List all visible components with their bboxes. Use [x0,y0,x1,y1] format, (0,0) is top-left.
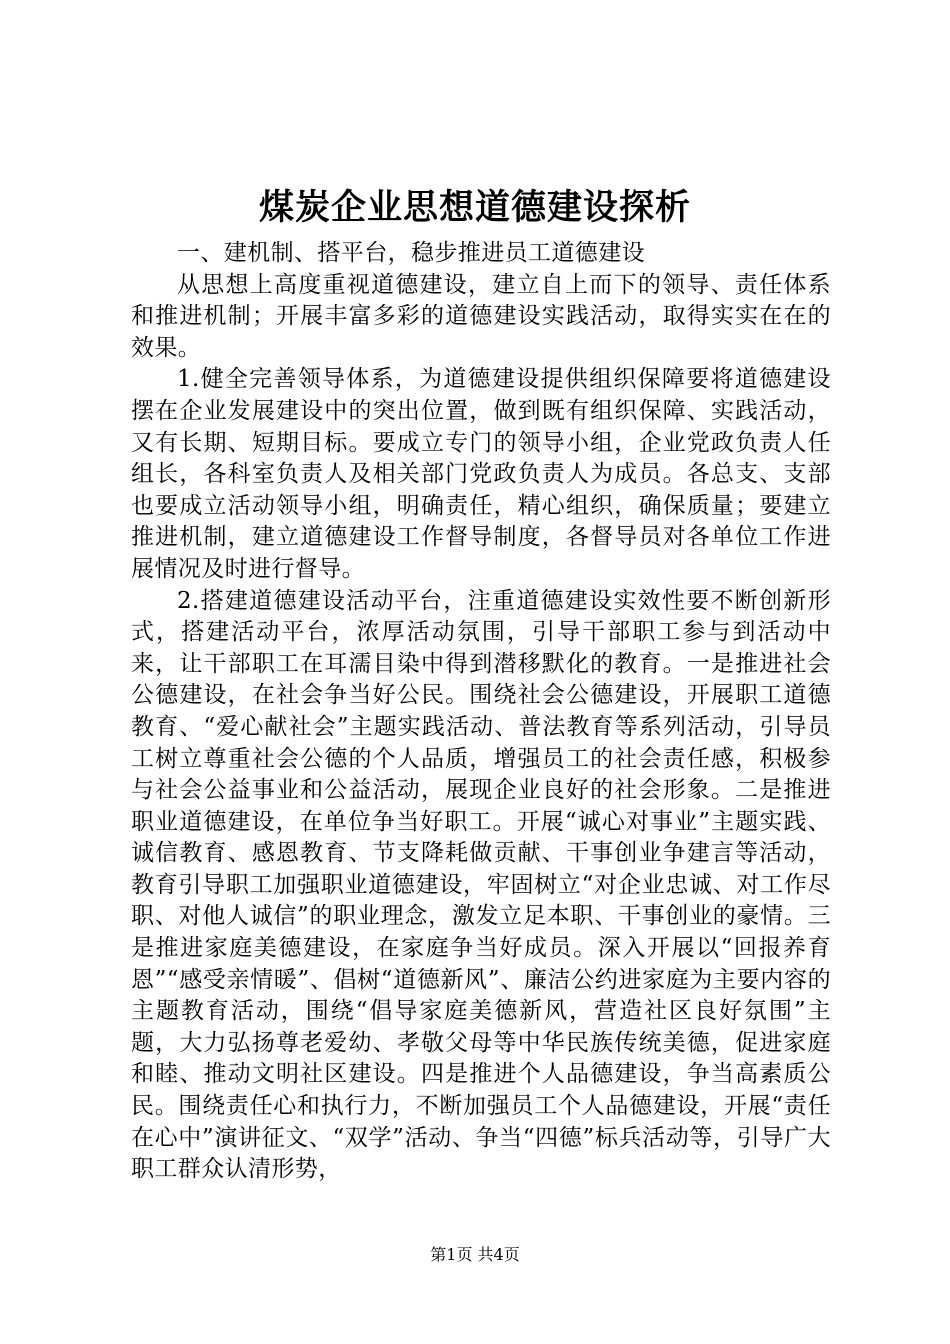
paragraph-leadership-system: 1.健全完善领导体系，为道德建设提供组织保障要将道德建设摆在企业发展建设中的突出位置，做到既有组织保障、实践活动，又有长期、短期目标。要成立专门的领导小组，企业党政负责人任组长，各科室负责人及相关部门党政负责人为成员。各总支、支部也要成立活动领导小组，明确责任，精心组织，确保质量；要建立推进机制，建立道德建设工作督导制度，各督导员对各单位工作进展情况及时进行督导。 [131,366,831,582]
section-heading: 一、建机制、搭平台，稳步推进员工道德建设 [177,240,645,266]
document-title: 煤炭企业思想道德建设探析 [258,187,691,228]
paragraph-activity-platform: 2.搭建道德建设活动平台，注重道德建设实效性要不断创新形式，搭建活动平台，浓厚活动氛围，引导干部职工参与到活动中来，让干部职工在耳濡目染中得到潜移默化的教育。一是推进社会公德建设，在社会争当好公民。围绕社会公德建设，开展职工道德教育、“爱心献社会”主题实践活动、普法教育等系列活动，引导员工树立尊重社会公德的个人品质，增强员工的社会责任感，积极参与社会公益事业和公益活动，展现企业良好的社会形象。二是推进职业道德建设，在单位争当好职工。开展“诚心对事业”主题实践、诚信教育、感恩教育、节支降耗做贡献、干事创业争建言等活动，教育引导职工加强职业道德建设，牢固树立“对企业忠诚、对工作尽职、对他人诚信”的职业理念，激发立足本职、干事创业的豪情。三是推进家庭美德建设，在家庭争当好成员。深入开展以“回报养育恩”“感受亲情暖”、倡树“道德新风”、廉洁公约进家庭为主要内容的主题教育活动，围绕“倡导家庭美德新风，营造社区良好氛围”主题，大力弘扬尊老爱幼、孝敬父母等中华民族传统美德，促进家庭和睦、推动文明社区建设。四是推进个人品德建设，争当高素质公民。围绕责任心和执行力，不断加强员工个人品德建设，开展“责任在心中”演讲征文、“双学”活动、争当“四德”标兵活动等，引导广大职工群众认清形势， [131,587,831,1183]
page-number-footer: 第1页 共4页 [430,1245,520,1264]
paragraph-intro: 从思想上高度重视道德建设，建立自上而下的领导、责任体系和推进机制；开展丰富多彩的道德建设实践活动，取得实实在在的效果。 [131,271,831,361]
document-body [131,238,831,1186]
